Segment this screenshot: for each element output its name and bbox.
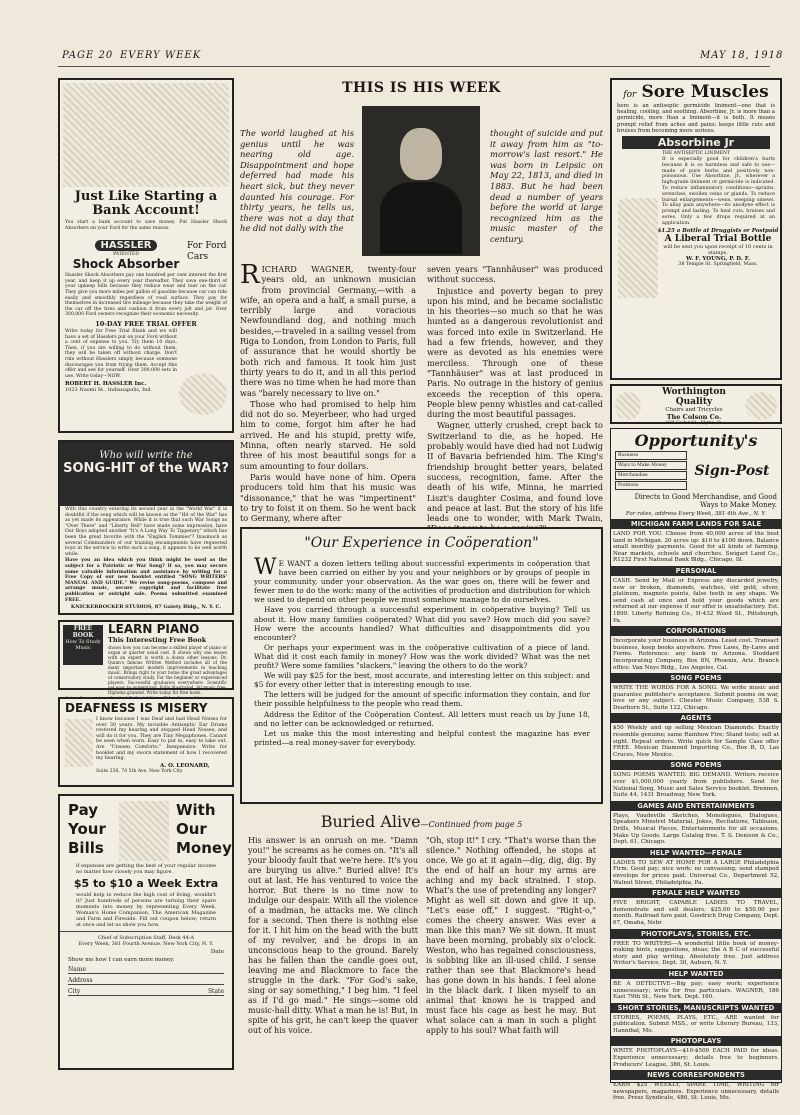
classified-text: STORIES, POEMS, PLAYS, ETC., ARE wanted for publication. Submit MSS., or write Literary Bureau, 133, Hannibal, Mo. bbox=[613, 1014, 779, 1034]
hassler-offer: Write today for Free Trial Blank and we will have a set of Hasslers put on your Ford without a cent of expense to you. Try them 10 days. Then, if you are willing to do without them, they will be taken off without charge. Don't ride without Hasslers simply because someone discourages you from trying them. Accept this offer and see for yourself. Over 300,000 sets in use. Write today—NOW. bbox=[65, 328, 177, 379]
classified-heading: HELP WANTED bbox=[611, 969, 781, 979]
page-number: PAGE 20 bbox=[62, 50, 114, 61]
cooperation-dropcap: W bbox=[254, 555, 277, 580]
classified-heading: FEMALE HELP WANTED bbox=[611, 888, 781, 898]
absorbine-address: 38 Temple St. Springfield, Mass. bbox=[678, 261, 758, 267]
songhit-ask: Have you an idea which you think might be used as the subject for a Patriotic or War Song? If so, you may secure some valuable information and assistance by writing for a Free Copy of our new booklet entitled "SONG WRITERS' MANUAL AND GUIDE." We revise song-poems, compose and arrange music, secure copyright and facilitate free publication or outright sale. Poems submitted examined FREE. bbox=[65, 558, 227, 603]
classified-text: EARN $25 WEEKLY, SPARE TIME, WRITING for newspapers, magazines. Experience unnecessary, details free. Press Syndicate, 486, St. Louis, Mo. bbox=[613, 1082, 779, 1102]
absorbine-brand-sub: THE ANTISEPTIC LINIMENT bbox=[662, 151, 730, 157]
opportunity-rates: For rates, address Every Week, 381 4th Ave., N. Y. bbox=[625, 511, 767, 517]
cooperation-p2: Have you carried through a successful experiment in coöperative buying? Tell us about it. How many families coöperated? What did you save? How much did you save? How were the accounts handled? What difficulties and disappointments did you encounter? bbox=[254, 605, 590, 642]
signpost-arrows bbox=[615, 450, 687, 491]
deafness-name: A. O. LEONARD, bbox=[160, 762, 210, 769]
buried-col2: "Oh, stop it!" I cry. "That's worse than the silence." Nothing offended, he stops at once. We go at it again—dig, dig, dig. By the end of half an hour my arms are aching and my back strained. I stop. What's the use of pretending any longer? Might as well sit down and give it up. "Let's ease off," I suggest. "Right-o," comes the cheery answer. Was ever a man like this man? We sit down. It must have been morning, probably six o'clock. Weston, who has regained consciousness, is sobbing like an ill-used child. I sense rather than see that Blackmore's head has gone down in his hands. I feel alone in the black dark. I liken myself to an animal that knows he is trapped and must face his cage as best he may. But what solace can a man in such a plight apply to his soul? What faith will bbox=[426, 836, 596, 1035]
paybills-intro: if expenses are getting the best of your regular income no matter how closely you may figure. bbox=[76, 863, 216, 875]
signpost-arrow-money: Ways to Make Money bbox=[615, 461, 687, 470]
classified-heading: SONG POEMS bbox=[611, 673, 781, 683]
hassler-brand: HASSLER bbox=[95, 240, 158, 251]
coupon-city: City bbox=[68, 988, 81, 995]
classified-text: LAND FOR YOU. Choose from 40,000 acres of the best land in Michigan. 20 acres up: $10 to $100 down. Balance small monthly payments. Good for all kinds of farming. Near markets, schools and churches. Swigart Land Co., R1232 First National Bank Bldg., Chicago, Ill. bbox=[613, 531, 779, 564]
his-week-col1 bbox=[240, 260, 416, 524]
cooperation-p1: E WANT a dozen letters telling about successful experiments in coöperation that have been carried on either by you and your neighbors or by groups of people in your community, under your observation. As the war goes on, there will be fewer and fewer men to do the work: many of the activities of production and distribution for which we used to depend on other people we must somehow manage to do ourselves. bbox=[254, 559, 590, 605]
classified-heading: PHOTOPLAYS bbox=[611, 1036, 781, 1046]
worthington-company: The Colson Co. bbox=[666, 413, 722, 421]
his-week-article bbox=[240, 78, 603, 524]
coupon-name-field[interactable]: Name bbox=[68, 966, 224, 974]
portrait-face bbox=[400, 128, 442, 180]
buried-alive-article bbox=[240, 812, 603, 1082]
hassler-address: 1023 Naomi St., Indianapolis, Ind. bbox=[65, 387, 153, 394]
coupon-city-state-field[interactable] bbox=[68, 988, 224, 996]
bank-illustration bbox=[63, 83, 229, 187]
piano-title: LEARN PIANO bbox=[108, 622, 200, 636]
opportunity-title: Opportunity's bbox=[634, 431, 758, 450]
absorbine-price: $1.25 a Bottle at Druggists or Postpaid bbox=[657, 227, 779, 234]
his-week-left-intro: The world laughed at his genius until he was nearing old age. Disappointment and hope deferred had made his heart sick, but they never daunted his courage. For thirty years, he tells us, there was not a day that he did not dally with the bbox=[240, 128, 354, 234]
signpost-arrow-positions: Positions bbox=[615, 481, 687, 490]
piano-sub: This Interesting Free Book bbox=[108, 636, 207, 644]
his-week-p1: ICHARD WAGNER, twenty-four years old, an unknown musician from provincial Germany,—with a wife, an opera and a half, a small purse, a terribly large and voracious Newfoundland dog, and nothing much besides,—traveled in a sailing vessel from Riga to London, from London to Paris, full of assurance that he would shortly be both rich and famous. It took him just thirty years to do it, and in all this period there was no time when he had more than was "barely necessary to live on." bbox=[240, 264, 416, 398]
classified-heading: MICHIGAN FARM LANDS FOR SALE bbox=[611, 519, 781, 529]
paybills-body: would help to reduce the high cost of living, wouldn't it? Just hundreds of persons are turning their spare moments into money by representing Every Week, Woman's Home Companion, The American Magazine and Farm and Fireside. Fill out coupon below; return at once and let us show you how. bbox=[76, 892, 216, 928]
classified-heading: GAMES AND ENTERTAINMENTS bbox=[611, 801, 781, 811]
hassler-offer-head: 10-DAY FREE TRIAL OFFER bbox=[95, 319, 197, 328]
cooperation-p6: Address the Editor of the Coöperation Contest. All letters must reach us by June 18, and no letter can be acknowledged or returned. bbox=[254, 709, 590, 728]
classified-heading: NEWS CORRESPONDENTS bbox=[611, 1070, 781, 1080]
absorbine-title: Sore Muscles bbox=[641, 82, 769, 102]
paybills-headline: $5 to $10 a Week Extra bbox=[73, 877, 219, 890]
classified-heading: SONG POEMS bbox=[611, 760, 781, 770]
free-book-label: FREE BOOK bbox=[72, 625, 94, 639]
his-week-col2 bbox=[427, 264, 603, 524]
opportunity-body: Directs to Good Merchandise, and Good Ways to Make Money. bbox=[634, 493, 777, 509]
buried-title: Buried Alive bbox=[320, 812, 421, 831]
his-week-p5: Injustice and poverty began to prey upon his mind, and he became socialistic in his theories—so much so that he was hunted as a dangerous revolutionist and was forced into exile in Switzerland. He had a few friends, however, and they were as devoted as his enemies were merciless. Through one of these "Tannhäuser" was at last produced in Paris. No outrage in the history of genius exceeds the reception of this opera. People blew penny whistles and cat-called during the most beautiful passages. bbox=[427, 285, 603, 420]
songhit-title-b: SONG-HIT of the WAR? bbox=[63, 461, 229, 476]
hassler-company: ROBERT H. HASSLER Inc. bbox=[65, 381, 147, 388]
hassler-body: Hassler Shock Absorbers pay one hundred per cent interest the first year, and keep it up every year thereafter. They save one-third of your upkeep bills because they reduce wear and tear on the car. They give you more miles per gallon of gasoline because car can ride easily and smoothly regardless of road surface. They pay for themselves in increased tire mileage because they take the weight of the car off the tires and cushion it from every jolt and jar. Over 300,000 Ford owners recognize their economic necessity. bbox=[65, 273, 227, 318]
classifieds-column bbox=[610, 428, 782, 1102]
worthington-sub: Chairs and Tricycles bbox=[665, 407, 723, 413]
absorbine-ad bbox=[610, 78, 782, 380]
cooperation-box bbox=[240, 527, 603, 804]
hassler-patented: PATENTED bbox=[113, 252, 139, 258]
classified-text: Incorporate your business in Arizona. Least cost. Transact business, keep books anywhere. Free Laws, By-Laws and Forms. Reference: any bank in Arizona. Stoddard Incorporating Company, Box 8N, Phoenix, Ariz. Branch office: Van Nuys Bldg., Los Angeles, Cal. bbox=[613, 638, 779, 671]
opportunity-title2: Sign-Post bbox=[694, 462, 770, 479]
absorbine-brand: Absorbine Jr bbox=[622, 136, 770, 149]
coupon-show: Show me how I can earn more money. bbox=[68, 957, 175, 963]
worthington-ad bbox=[610, 384, 782, 424]
hassler-intro: You start a bank account to save money. Put Hassler Shock Absorbers on your Ford for the same reason. bbox=[65, 220, 227, 231]
classified-text: Plays, Vaudeville Sketches, Monologues, Dialogues, Speakers Minstrel Material, Jokes, Recitations, Tableaux, Drills, Musical Pieces, Entertainments for all occasions. Make Up Goods. Large Catalog free. T. S. Denison & Co., Dept. 61, Chicago. bbox=[613, 812, 779, 846]
absorbine-p1: here is an antiseptic germicide liniment—one that is healing, cooling, and soothing. Absorbine, Jr. is more than a germicide, more than a liniment—it is both. It means prompt relief from aches and pains; keeps little cuts and bruises from becoming more serious. bbox=[617, 103, 775, 134]
classified-heading: AGENTS bbox=[611, 713, 781, 723]
his-week-title: THIS IS HIS WEEK bbox=[342, 80, 501, 96]
classified-heading: SHORT STORIES, MANUSCRIPTS WANTED bbox=[611, 1003, 781, 1013]
classified-text: BE A DETECTIVE—Big pay; easy work; experience unnecessary; write for free particulars. WAGNER, 186 East 79th St., New York. Dept. 160. bbox=[613, 980, 779, 1001]
free-book-sub: How To Study Music bbox=[65, 639, 101, 651]
his-week-p4: seven years "Tannhäuser" was produced without success. bbox=[427, 264, 603, 285]
songhit-ad bbox=[58, 440, 234, 615]
paybills-dept-addr: Every Week, 381 Fourth Avenue, New York City, N. Y. bbox=[78, 941, 214, 947]
cooperation-body bbox=[254, 555, 590, 799]
classified-heading: PERSONAL bbox=[611, 566, 781, 576]
deafness-title: DEAFNESS IS MISERY bbox=[65, 701, 208, 715]
hassler-ad bbox=[58, 78, 234, 433]
classified-heading: PHOTOPLAYS, STORIES, ETC. bbox=[611, 929, 781, 939]
portrait-illustration bbox=[65, 719, 93, 767]
wheelchair-illustration bbox=[615, 392, 641, 420]
shock-absorber-illustration bbox=[179, 373, 227, 415]
worthington-address: 826 Cedar St., Elyria, O. bbox=[666, 421, 722, 426]
cooperation-title: "Our Experience in Coöperation" bbox=[304, 535, 539, 551]
classified-text: WRITE THE WORDS FOR A SONG. We write music and guarantee publisher's acceptance. Submit poems on war, love or any subject. Chester Music Company, 538 S. Dearborn St., Suite 122, Chicago. bbox=[613, 685, 779, 711]
signpost-arrow-merchandise: Merchandise bbox=[615, 471, 687, 480]
paybills-dept: Chief of Subscription Staff, Desk 44-A bbox=[97, 935, 195, 941]
buried-continued: —Continued from page 5 bbox=[420, 820, 523, 829]
buried-title-line bbox=[240, 812, 603, 831]
his-week-p2: Those who had promised to help him did not do so. Meyerbeer, who had urged him to come, forgot him after he had arrived. He and his stupid, pretty wife, Minna, often nearly starved. He sold three of his most beautiful songs for a sum amounting to four dollars. bbox=[240, 398, 416, 471]
absorbine-company: W. F. YOUNG, P. D. F. bbox=[686, 255, 750, 262]
his-week-p3: Paris would have none of him. Opera producers told him that his music was "dissonance," that he was "impertinent" to try to foist it on them. So he went back to Germany, where after bbox=[240, 471, 416, 524]
classified-text: FIVE BRIGHT, CAPABLE LADIES TO TRAVEL, demonstrate and sell dealers. $25.00 to $50.00 per month. Railroad fare paid. Goodrich Drug Company, Dept. 67, Omaha, Nebr. bbox=[613, 900, 779, 926]
piano-ad bbox=[58, 620, 234, 695]
cooperation-p3: Or perhaps your experiment was in the coöperative cultivation of a piece of land. What did it cost each family in money? How was the work divided? What was the net profit? Were some families "slackers," leaving the others to do the work? bbox=[254, 642, 590, 671]
wagner-portrait bbox=[362, 106, 480, 256]
classified-heading: CORPORATIONS bbox=[611, 626, 781, 636]
coupon-date-label: Date bbox=[210, 949, 224, 955]
magazine-name: EVERY WEEK bbox=[120, 50, 202, 61]
issue-date: MAY 18, 1918 bbox=[700, 50, 784, 61]
portrait-coat bbox=[380, 182, 462, 254]
hassler-for-ford: For Ford Cars bbox=[187, 241, 227, 263]
tricycle-illustration bbox=[745, 392, 777, 420]
classified-text: FREE TO WRITERS—A wonderful little book of money-making hints, suggestions, ideas; the A B C of successful story and play writing. Absolutely free. Just address Writer's Service, Dept. 30, Auburn, N. Y. bbox=[613, 940, 779, 967]
deafness-body: I know because I was Deaf and had Head Noises for over 30 years. My invisible Antiseptic Ear Drums restored my hearing and stopped Head Noises, and will do it for you. They are Tiny Megaphones. Cannot be seen when worn. Easy to put in, easy to take out. Are "Unseen Comforts." Inexpensive. Write for booklet and my sworn statement of how I recovered my hearing. bbox=[96, 717, 227, 762]
classified-text: SONG POEMS WANTED. BIG DEMAND. Writers receive over $1,000,000 yearly from publishers. Send for National Song, Music and Sales Service booklet. Brennen, Suite 44, 1431 Broadway, New York. bbox=[613, 772, 779, 799]
signpost-arrow-business: Business bbox=[615, 451, 687, 460]
buried-col1: His answer is an onrush on me. "Damn you!" he screams as he comes on. "It's all your bloody fault that we're here. It's you are burying us alive." Buried alive! It's out at last. He has ventured to voice the horror. But there is no time now to indulge our despair. With all the violence of a madman, he attacks me. We clinch for a second. Then there is nothing else for it. I hit him on the head with the butt of my revolver, and he drops in an unconscious heap to the ground. Barely has he fallen than the candle goes out, leaving me and Blackmore to face the struggle in the dark. "For God's sake, sing or say something," I beg him. "I feel as if I'd go mad." He sings—some old music-hall ditty. What a man he is! But, in spite of his grit, he can't keep the quaver out of his voice. bbox=[248, 836, 418, 1035]
songhit-address: KNICKERBOCKER STUDIOS, 87 Gaiety Bldg., N. Y. C. bbox=[70, 604, 222, 611]
deafness-ad bbox=[58, 697, 234, 787]
deafness-address: Suite 236, 70 5th Ave. New York City bbox=[96, 768, 183, 774]
coupon-address-field[interactable]: Address bbox=[68, 977, 224, 985]
cooperation-p4: We will pay $25 for the best, most accurate, and interesting letter on this subject: and $5 for every other letter that is interesting enough to use. bbox=[254, 671, 590, 690]
paybills-right: With Our Money bbox=[176, 801, 232, 857]
classified-heading: HELP WANTED—FEMALE bbox=[611, 848, 781, 858]
classified-list bbox=[611, 519, 781, 1102]
free-book-badge bbox=[63, 625, 103, 665]
cooperation-p5: The letters will be judged for the amount of specific information they contain, and for their possible helpfulness to the people who read them. bbox=[254, 690, 590, 709]
classified-text: CASH. Send by Mail or Express any discarded jewelry, new or broken, diamonds, watches, old gold, silver, platinum, magneto points, false teeth in any shape. We send cash at once and hold your goods which are returned at our expense if our offer is unsatisfactory. Est. 1899. Liberty Refining Co., H-432 Wood St., Pittsburgh, Pa. bbox=[613, 577, 779, 624]
classified-text: LADIES TO SEW AT HOME FOR A LARGE Philadelphia Firm. Good pay; nice work; no canvassing; send stamped envelope for prices paid. Universal Co., Department 52, Walnut Street, Philadelphia, Pa. bbox=[613, 859, 779, 886]
piano-body: shows how you can become a skilled player of piano or organ at quarter usual cost. It shows why one lesson with an expert is worth a dozen other lessons. Dr. Quinn's famous Written Method includes all of the many important modern improvements in teaching music. Brings right to your home the great advantages of conservatory study. For the beginner or experienced players. Successful graduates everywhere. Scientific yet easy to understand. Fully illustrated. All music free. Diploma granted. Write today for free book. bbox=[108, 645, 227, 695]
absorbine-trial: A Liberal Trial Bottle bbox=[664, 233, 772, 244]
paybills-ad bbox=[58, 794, 234, 1070]
songhit-body: With this country entering its second year in the "World War" it is doubtful if the song which will be known as the "Hit of the War" has as yet made its appearance. While it is true that such War Songs as "Over There" and "Liberty Bell" have made some impression, have Our Boys adopted another "It's A Long Way To Tipperary" which has been the great favorite with the "English Tommies"? Inasmuch as several Commanders of our training encampments have requested boys in the service to write such a song, it appears to be well worth while. bbox=[65, 507, 227, 557]
worthington-title: Worthington Quality bbox=[662, 387, 726, 407]
absorbine-for: for bbox=[623, 90, 637, 100]
classified-text: WRITE PHOTOPLAYS—$10-$500 EACH PAID for ideas. Experience unnecessary; details free to beginners. Producers' League, 386, St. Louis. bbox=[613, 1048, 779, 1068]
hassler-product: Shock Absorber bbox=[72, 257, 180, 272]
man-illustration bbox=[119, 801, 169, 861]
coupon-state: State bbox=[207, 988, 224, 995]
songhit-banner bbox=[60, 442, 232, 506]
absorbine-trial-sub: will be sent you upon receipt of 10 cents in stamps. bbox=[663, 243, 773, 256]
his-week-p6: Wagner, utterly crushed, crept back to Switzerland to die, as he hoped. He probably would have died had not Ludwig II of Bavaria befriended him. The King's friendship brought better years, belated success, recognition, fame. After the death of his wife, Minna, he married Liszt's daughter Cosima, and found love and peace at last. But the story of his life leads one to wonder, with Mark Twain, bbox=[427, 420, 603, 524]
songhit-title-a: Who will write the bbox=[99, 450, 193, 461]
paybills-left: Pay Your Bills bbox=[68, 801, 106, 857]
cooperation-p7: Let us make this the most interesting and helpful contest the magazine has ever printed—a real money-saver for everybody. bbox=[254, 728, 590, 747]
his-week-dropcap: R bbox=[240, 260, 260, 290]
header-rule bbox=[58, 66, 770, 67]
absorbine-p2: It is especially good for children's hurts because it is so harmless and safe to use—made of pure herbs and positively non-poisonous. Use Absorbine, Jr., wherever a high-grade liniment or germicide is indicated. To reduce inflammatory conditions—sprains, wrenches, swollen veins or glands. To reduce bursal enlargements—wens, weeping sinews. To allay pain anywhere—its anodyne effect is prompt and lasting. To heal cuts, bruises and sores. Only a few drops required at an application. bbox=[662, 157, 775, 226]
his-week-right-intro: thought of suicide and put it away from him as "to-morrow's last resort." He was born in Leipsic on May 22, 1813, and died in 1883. But he had been dead a number of years before the world at large recognized him as the music master of the century. bbox=[490, 128, 603, 244]
classified-text: $50 Weekly and up selling Mexican Diamonds. Exactly resemble genuine; same Rainbow Fire; Stand tests; sell at sight. Repeat orders. Write quick for Sample Case offer FREE. Mexican Diamond Importing Co., Box B, D, Las Cruces, New Mexico. bbox=[613, 725, 779, 758]
absorbine-bottle bbox=[618, 198, 658, 298]
hassler-headline: Just Like Starting a Bank Account! bbox=[74, 189, 218, 218]
